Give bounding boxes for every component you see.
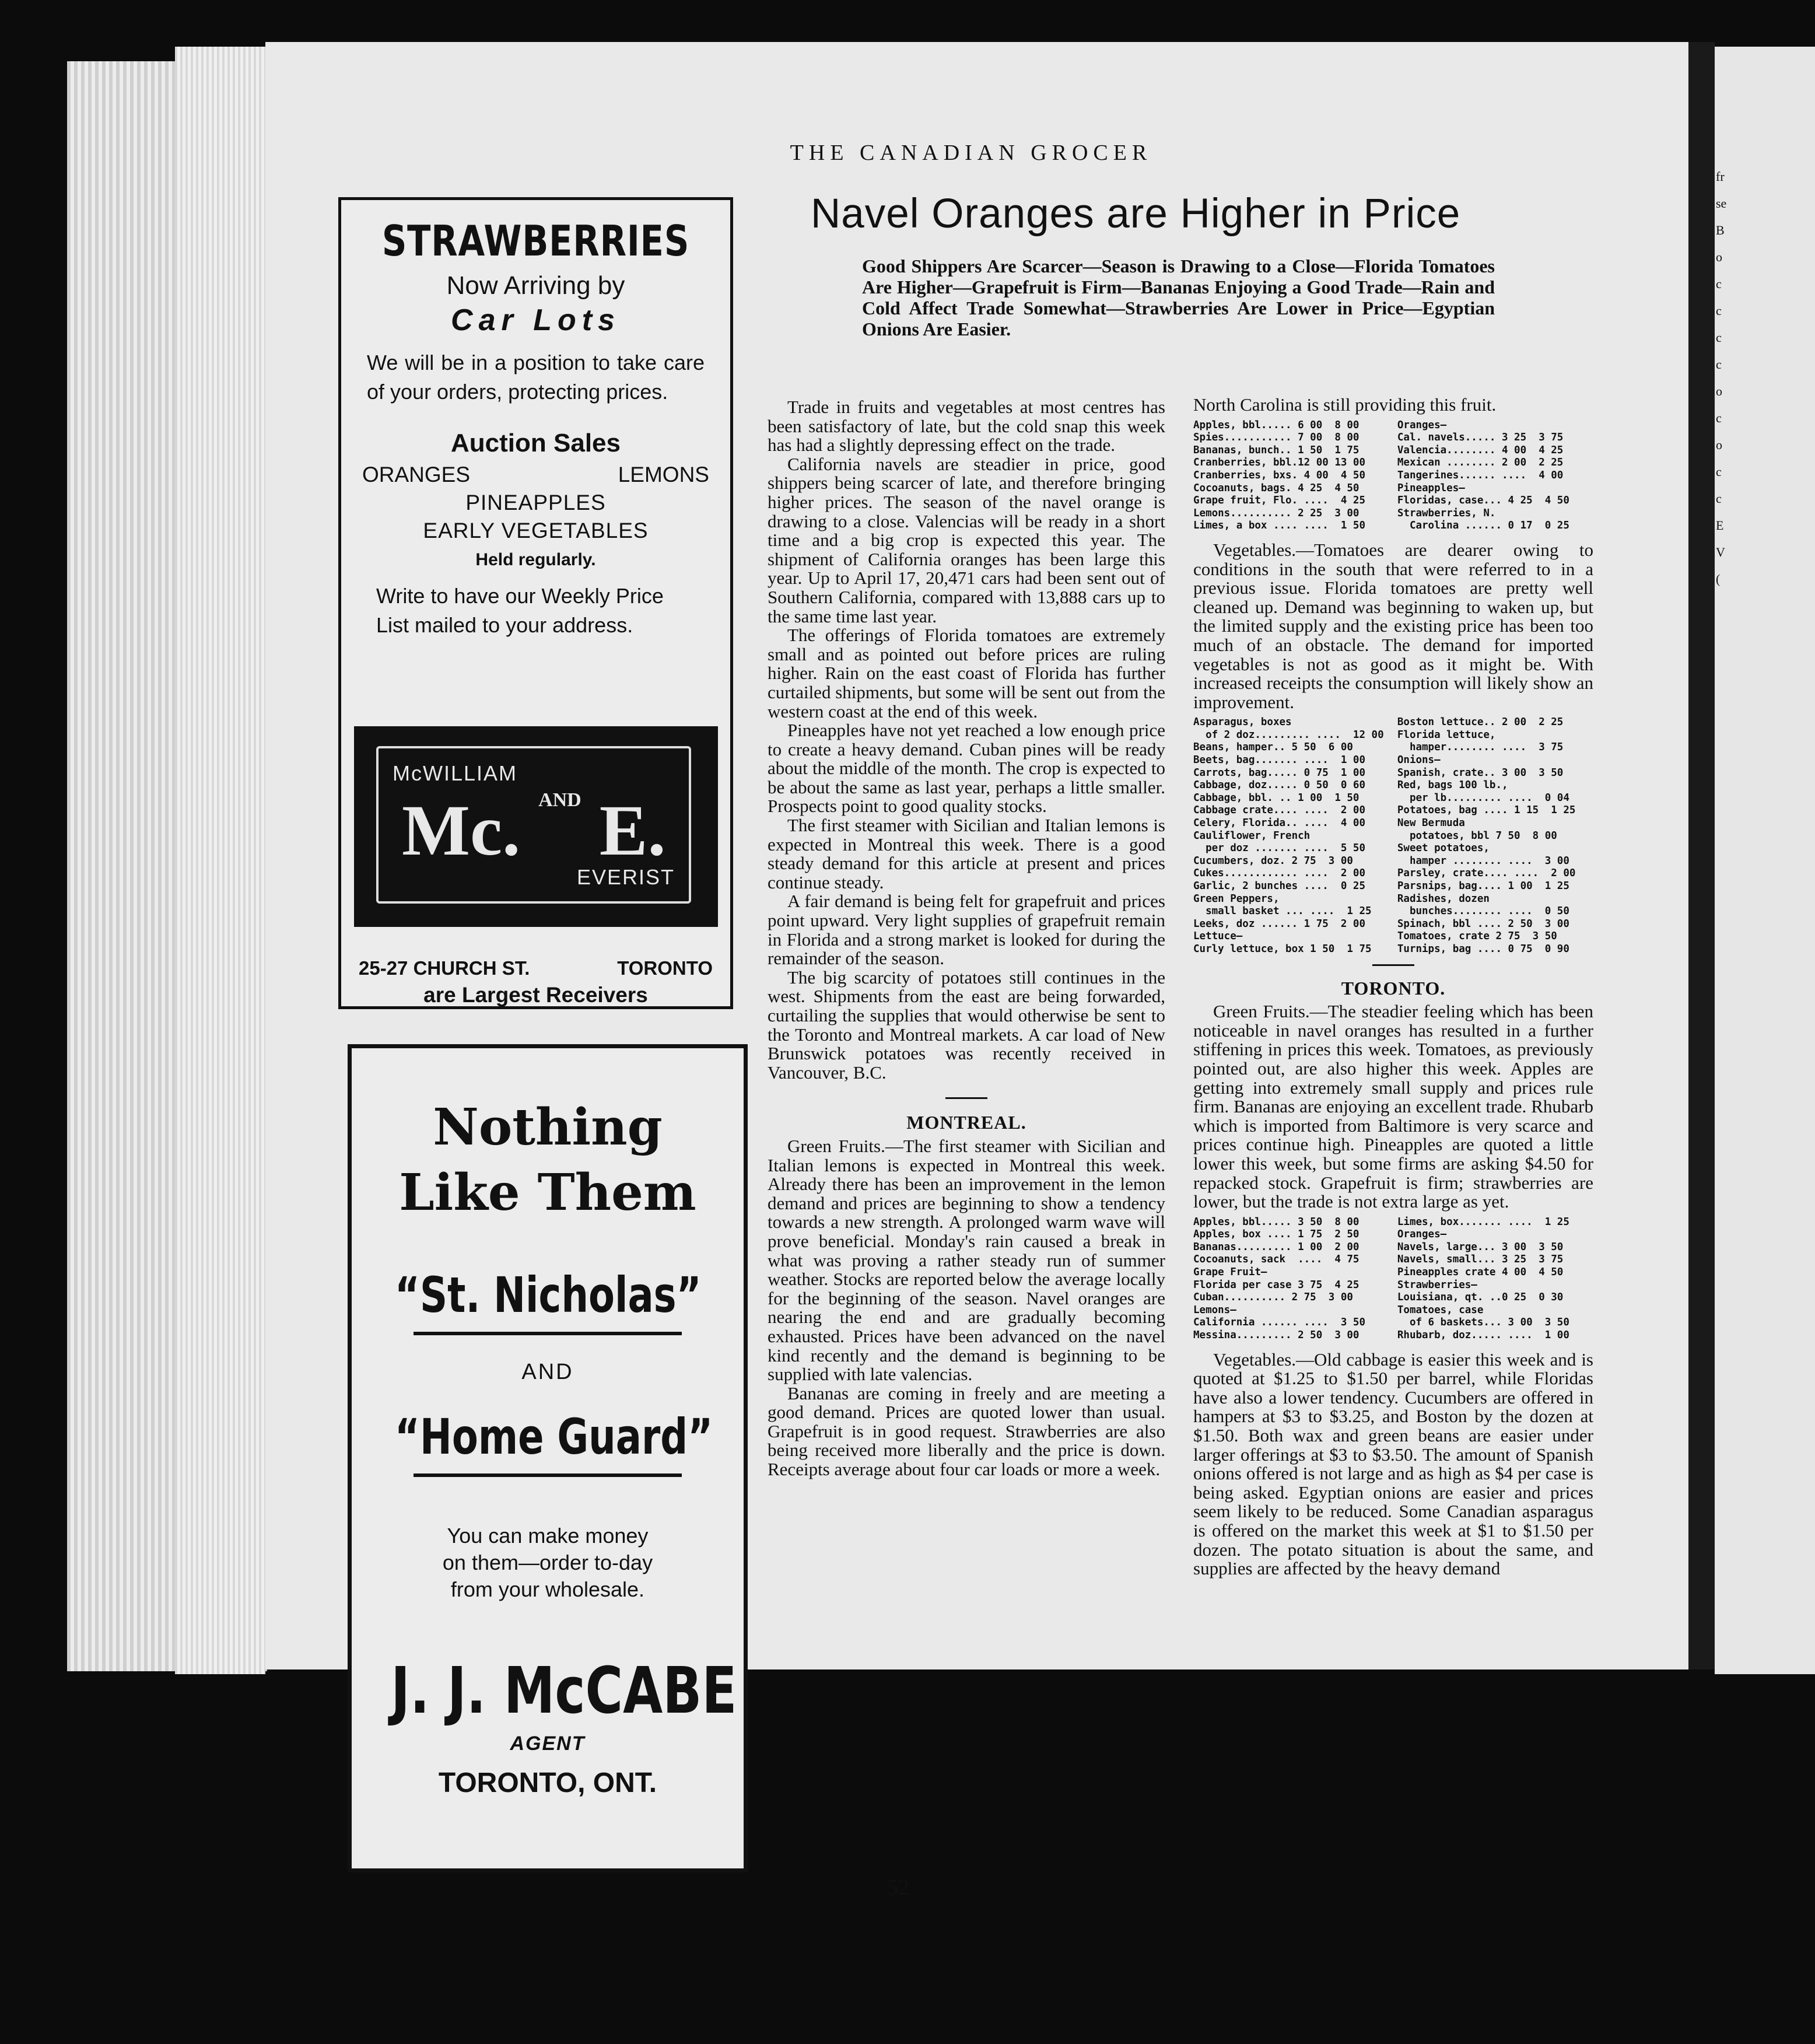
ad-money-line: You can make money xyxy=(447,1524,649,1548)
price-table-left-column xyxy=(1193,419,1389,533)
ad-auction-heading: Auction Sales xyxy=(451,429,621,457)
article-paragraph: The first steamer with Sicilian and Italian lemons is expected in Montreal this week. There is a good steady demand for this article at present and prices continue steady. xyxy=(768,815,1165,892)
price-row: Strawberries, N. xyxy=(1397,507,1496,519)
price-table-right-column xyxy=(1397,419,1593,533)
price-row: Radishes, dozen xyxy=(1397,892,1490,905)
ad-money-line: on them—order to-day xyxy=(442,1550,653,1574)
next-page-strip xyxy=(1715,47,1815,1674)
price-row: small basket ... .... 1 25 xyxy=(1193,905,1372,918)
ad-rule xyxy=(414,1332,682,1335)
price-row: Louisiana, qt. ..0 25 0 30 xyxy=(1397,1292,1564,1304)
price-row: Cabbage, bbl. .. 1 00 1 50 xyxy=(1193,792,1360,804)
price-row: Cabbage crate.... .... 2 00 xyxy=(1193,804,1366,817)
logo-main-text xyxy=(402,789,665,872)
price-row: Grape Fruit— xyxy=(1193,1266,1267,1279)
ad-car-lots: Car Lots xyxy=(451,303,621,337)
next-page-fragment: fr xyxy=(1716,169,1725,184)
price-row: Cocoanuts, bags. 4 25 4 50 xyxy=(1193,482,1360,494)
article-paragraph: Pineapples have not yet reached a low enough price to create a heavy demand. Cuban pines will be ready about the middle of the month. The crop is expected to be about the same as last year, perhaps a little smaller. Prospects point to good quality stocks. xyxy=(768,720,1165,817)
price-row: Spanish, crate.. 3 00 3 50 xyxy=(1397,766,1564,779)
ad-address-row xyxy=(341,957,730,979)
ad-subhead: Now Arriving by xyxy=(446,271,625,300)
article-paragraph: Trade in fruits and vegetables at most centres has been satisfactory of late, but the cold snap this week has had a slightly depressing effect on the trade. xyxy=(768,397,1165,456)
toronto-fruit-price-table xyxy=(1193,1216,1593,1342)
price-row: Potatoes, bag .... 1 15 1 25 xyxy=(1397,804,1576,817)
article-deck: Good Shippers Are Scarcer—Season is Drawing to a Close—Florida Tomatoes Are Higher—Grapefruit is Firm—Bananas Enjoying a Good Trade—Rain and Cold Affect Trade Somewhat—Strawberries Are Lower in Price—Egyptian Onions Are Easier. xyxy=(862,256,1495,340)
next-page-fragment: o xyxy=(1716,250,1722,264)
price-row: Celery, Florida.. .... 4 00 xyxy=(1193,817,1366,830)
price-row: of 2 doz......... .... 12 00 xyxy=(1193,729,1384,741)
price-row: bunches........ .... 0 50 xyxy=(1397,905,1569,918)
strawberries-advertisement xyxy=(338,197,733,1009)
price-row: Spinach, bbl .... 2 50 3 00 xyxy=(1397,918,1569,930)
next-page-fragment: c xyxy=(1716,330,1722,345)
book-page-edges-inner xyxy=(175,47,265,1674)
price-row: Cranberries, bxs. 4 00 4 50 xyxy=(1193,469,1366,481)
price-table-left-column xyxy=(1193,716,1389,956)
price-row: Boston lettuce.. 2 00 2 25 xyxy=(1397,716,1564,729)
article-paragraph: A fair demand is being felt for grapefruit and prices point upward. Very light supplies of grapefruit remain in Florida and a strong market is looked for during the remainder of the season. xyxy=(768,891,1165,969)
next-page-fragment: V xyxy=(1716,545,1725,559)
price-row: potatoes, bbl 7 50 8 00 xyxy=(1397,830,1557,842)
price-row: Messina......... 2 50 3 00 xyxy=(1193,1329,1360,1342)
price-row: per lb......... .... 0 04 xyxy=(1397,792,1569,804)
price-row: Lettuce— xyxy=(1193,930,1243,943)
section-divider xyxy=(1372,964,1414,966)
price-row: Grape fruit, Flo. .... 4 25 xyxy=(1193,495,1366,507)
ad-and: AND xyxy=(521,1360,574,1384)
ad-item-lemons: LEMONS xyxy=(618,463,709,487)
price-row: hamper ........ .... 3 00 xyxy=(1397,855,1569,867)
next-page-fragment: se xyxy=(1716,196,1727,211)
next-page-fragment: c xyxy=(1716,464,1722,479)
price-row: Tomatoes, case xyxy=(1397,1304,1484,1316)
montreal-paragraph: Green Fruits.—The first steamer with Sicilian and Italian lemons is expected in Montreal this week. Already there has been an improvement in the lemon demand and prices are beginning to show a tendency towards a new strength. A prolonged warm wave will prove beneficial. Monday's rain caused a break in what was proving a rather steady run of summer weather. Stocks are reported below the average locally for the beginning of the season. Navel oranges are nearing the end and are gradually becoming exhausted. Prices have been advanced on the navel kind recently and the demand is beginning to be supplied with late valencias. xyxy=(768,1135,1165,1385)
price-row: Garlic, 2 bunches .... 0 25 xyxy=(1193,880,1366,892)
ad-agent-name: J. J. McCABE xyxy=(391,1653,737,1728)
ad-money-text xyxy=(352,1522,744,1603)
price-row: per doz ....... .... 5 50 xyxy=(1193,842,1366,855)
price-row: Lemons.......... 2 25 3 00 xyxy=(1193,507,1360,519)
logo-and: AND xyxy=(538,789,581,811)
price-row: Carrots, bag..... 0 75 1 00 xyxy=(1193,766,1366,779)
ad-item-pineapples: PINEAPPLES xyxy=(465,491,606,514)
running-head: THE CANADIAN GROCER xyxy=(790,141,1152,165)
montreal-heading: MONTREAL. xyxy=(906,1112,1026,1133)
price-row: Bananas......... 1 00 2 00 xyxy=(1193,1241,1360,1253)
price-row: Cuban.......... 2 75 3 00 xyxy=(1193,1292,1353,1304)
price-table-left-column xyxy=(1193,1216,1389,1342)
ad-price-list-paragraph: Write to have our Weekly Price List mailed to your address. xyxy=(376,584,664,637)
ad-agent-city: TORONTO, ONT. xyxy=(438,1768,657,1798)
logo-top-text: McWILLIAM xyxy=(393,761,518,785)
price-row: Tangerines...... .... 4 00 xyxy=(1397,469,1564,481)
logo-frame xyxy=(376,746,691,904)
logo-mc: Mc. xyxy=(402,790,521,870)
article-title: Navel Oranges are Higher in Price xyxy=(811,191,1461,237)
price-row: Florida per case 3 75 4 25 xyxy=(1193,1279,1360,1291)
price-row: Cauliflower, French xyxy=(1193,830,1311,842)
page-gutter xyxy=(1688,42,1715,1670)
ad-rule xyxy=(414,1474,682,1477)
column-1-paragraphs xyxy=(768,398,1165,1082)
price-row: Oranges— xyxy=(1397,1228,1447,1241)
article-paragraph: The big scarcity of potatoes still continues in the west. Shipments from the east are being forwarded, curtailing the supplies that would otherwise be sent to the Toronto and Montreal markets. A car load of New Brunswick potatoes was recently received in Vancouver, B.C. xyxy=(768,967,1165,1083)
price-row: Cal. navels..... 3 25 3 75 xyxy=(1397,432,1564,444)
price-row: Asparagus, boxes xyxy=(1193,716,1292,729)
price-row: Spies........... 7 00 8 00 xyxy=(1193,432,1360,444)
next-page-fragment: c xyxy=(1716,303,1722,318)
ad-receivers: are Largest Receivers xyxy=(423,983,648,1007)
price-table-right-column xyxy=(1397,1216,1593,1342)
toronto-fruits-paragraph: Green Fruits.—The steadier feeling which has been noticeable in navel oranges has resulted in a further stiffening in prices this week. Tomatoes, as previously pointed out, are also higher this week. Apples are getting into extremely small supply and prices rule firm. Bananas are enjoying an excellent trade. Rhubarb which is imported from Baltimore is very scarce and prices continue high. Pineapples are quoted a little lower this week, but some firms are asking $4.50 for repacked stock. Grapefruit is firm; strawberries are lower, but the trade is not extra large as yet. xyxy=(1193,1001,1593,1212)
ad-held-regularly: Held regularly. xyxy=(475,550,596,569)
next-page-fragment: c xyxy=(1716,411,1722,425)
price-row: Cocoanuts, sack .... 4 75 xyxy=(1193,1254,1360,1266)
price-row: Rhubarb, doz..... .... 1 00 xyxy=(1397,1329,1569,1342)
logo-bottom-text: EVERIST xyxy=(576,865,675,889)
next-page-fragment: c xyxy=(1716,491,1722,506)
next-page-fragment: c xyxy=(1716,276,1722,291)
article-column-1 xyxy=(768,398,1165,1479)
price-row: Pineapples crate 4 00 4 50 xyxy=(1397,1266,1564,1279)
section-divider xyxy=(945,1097,987,1099)
price-row: Carolina ...... 0 17 0 25 xyxy=(1397,520,1569,532)
price-row: Navels, small... 3 25 3 75 xyxy=(1397,1254,1564,1266)
price-row: hamper........ .... 3 75 xyxy=(1397,741,1564,754)
price-row: Limes, a box .... .... 1 50 xyxy=(1193,520,1366,532)
price-table-right-column xyxy=(1397,716,1593,956)
ad-brand-home-guard: “Home Guard” xyxy=(394,1408,713,1465)
next-page-fragments xyxy=(1716,163,1726,593)
ad-money-line: from your wholesale. xyxy=(450,1577,645,1601)
price-row: Sweet potatoes, xyxy=(1397,842,1490,855)
article-paragraph: The offerings of Florida tomatoes are extremely small and as pointed out before prices are ruling higher. Rain on the east coast of Florida has further curtailed shipments, but some will be sent out from the western coast at the end of this week. xyxy=(768,625,1165,722)
montreal-paragraphs xyxy=(768,1137,1165,1479)
price-row: Green Peppers, xyxy=(1193,892,1280,905)
montreal-vegetable-price-table xyxy=(1193,716,1593,956)
column-2-intro: North Carolina is still providing this fruit. xyxy=(1193,394,1497,415)
page-number: 52 xyxy=(887,1875,909,1900)
price-row: Turnips, bag .... 0 75 0 90 xyxy=(1397,943,1569,955)
price-row: Mexican ........ 2 00 2 25 xyxy=(1397,457,1564,469)
toronto-heading: TORONTO. xyxy=(1341,977,1446,999)
ad-city: TORONTO xyxy=(617,957,713,979)
price-row: New Bermuda xyxy=(1397,817,1465,830)
logo-e: E. xyxy=(599,790,666,870)
ad-brand-st-nicholas: “St. Nicholas” xyxy=(394,1266,702,1324)
price-row: Parsley, crate.... .... 2 00 xyxy=(1397,867,1576,880)
next-page-fragment: o xyxy=(1716,438,1722,452)
price-row: Beans, hamper.. 5 50 6 00 xyxy=(1193,741,1353,754)
next-page-fragment: c xyxy=(1716,357,1722,372)
next-page-fragment: ( xyxy=(1716,572,1721,586)
ad-line-nothing: Nothing xyxy=(433,1098,663,1157)
next-page-fragment: E xyxy=(1716,518,1724,533)
price-row: Bananas, bunch.. 1 50 1 75 xyxy=(1193,444,1360,456)
price-row: Apples, box .... 1 75 2 50 xyxy=(1193,1228,1360,1241)
price-row: Leeks, doz ...... 1 75 2 00 xyxy=(1193,918,1366,930)
mccabe-advertisement xyxy=(348,1044,748,1873)
mcwilliam-everist-logo xyxy=(354,726,718,927)
price-row: Cukes............ .... 2 00 xyxy=(1193,867,1366,880)
price-row: Lemons— xyxy=(1193,1304,1236,1316)
ad-address: 25-27 CHURCH ST. xyxy=(359,957,530,979)
price-row: Navels, large... 3 00 3 50 xyxy=(1397,1241,1564,1253)
price-row: Beets, bag....... .... 1 00 xyxy=(1193,754,1366,766)
article-paragraph: California navels are steadier in price, good shippers being scarcer of late, and therefore bringing higher prices. The season of the navel orange is drawing to a close. Valencias will be ready in a short time and a big crop is expected this year. The shipment of California oranges has been large this year. Up to April 17, 20,471 cars had been sent out of Southern California, compared with 13,888 cars up to the same time last year. xyxy=(768,453,1165,626)
ad-agent-label: AGENT xyxy=(510,1732,586,1755)
montreal-fruit-price-table xyxy=(1193,419,1593,533)
price-row: Florida lettuce, xyxy=(1397,729,1496,741)
price-row: of 6 baskets... 3 00 3 50 xyxy=(1397,1317,1569,1329)
price-row: Cabbage, doz..... 0 50 0 60 xyxy=(1193,779,1366,792)
ad-line-like-them: Like Them xyxy=(399,1163,696,1222)
next-page-fragment: B xyxy=(1716,223,1725,237)
price-row: Curly lettuce, box 1 50 1 75 xyxy=(1193,943,1372,955)
ad-nothing-line xyxy=(352,1095,744,1226)
toronto-vegetables-paragraph: Vegetables.—Old cabbage is easier this week and is quoted at $1.25 to $1.50 per barrel, while Floridas have also a lower tendency. Cucumbers are offered in hampers at $3 to $3.25, and Boston by the dozen at $1.50. Both wax and green beans are easier under larger offerings at $3 to $3.50. The amount of Spanish onions offered is not large and as high as $4 per case is being asked. Egyptian onions are easier and prices seem likely to be reduced. Some Canadian asparagus is offered on the market this week at $1 to $1.50 per dozen. The potato situation is about the same, and supplies are affected by the heavy demand xyxy=(1193,1349,1593,1579)
ad-headline: STRAWBERRIES xyxy=(381,216,690,265)
price-row: Valencia........ 4 00 4 25 xyxy=(1397,444,1564,456)
price-row: Cranberries, bbl.12 00 13 00 xyxy=(1193,457,1366,469)
price-row: Parsnips, bag.... 1 00 1 25 xyxy=(1397,880,1569,892)
ad-paragraph: We will be in a position to take care of your orders, protecting prices. xyxy=(367,351,705,404)
price-row: Cucumbers, doz. 2 75 3 00 xyxy=(1193,855,1353,867)
price-row: Pineapples— xyxy=(1397,482,1465,494)
price-row: Apples, bbl..... 3 50 8 00 xyxy=(1193,1216,1360,1228)
price-row: Onions— xyxy=(1397,754,1441,766)
price-row: California ...... .... 3 50 xyxy=(1193,1317,1366,1329)
price-row: Floridas, case... 4 25 4 50 xyxy=(1397,495,1569,507)
article-column-2 xyxy=(1193,396,1593,1578)
price-row: Strawberries— xyxy=(1397,1279,1477,1291)
ad-item-vegetables: EARLY VEGETABLES xyxy=(423,519,649,542)
montreal-vegetables-paragraph: Vegetables.—Tomatoes are dearer owing to conditions in the south that were referred to in a previous issue. Florida tomatoes are pretty well cleaned up. Demand was beginning to waken up, but the limited supply and the existing price has been too much of an obstacle. The demand for imported vegetables is not as good as it might be. With increased receipts the consumption will likely show an improvement. xyxy=(1193,539,1593,712)
ad-item-oranges: ORANGES xyxy=(362,463,471,487)
next-page-fragment: o xyxy=(1716,384,1722,398)
ad-items-row xyxy=(341,463,730,487)
price-row: Red, bags 100 lb., xyxy=(1397,779,1508,792)
price-row: Limes, box....... .... 1 25 xyxy=(1397,1216,1569,1228)
price-row: Oranges— xyxy=(1397,419,1447,431)
montreal-paragraph: Bananas are coming in freely and are meeting a good demand. Prices are quoted lower than usual. Grapefruit is in good request. Strawberries are also being received more liberally and the price is down. Receipts average about four car loads or more a week. xyxy=(768,1382,1165,1480)
price-row: Apples, bbl..... 6 00 8 00 xyxy=(1193,419,1360,431)
price-row: Tomatoes, crate 2 75 3 50 xyxy=(1397,930,1557,943)
